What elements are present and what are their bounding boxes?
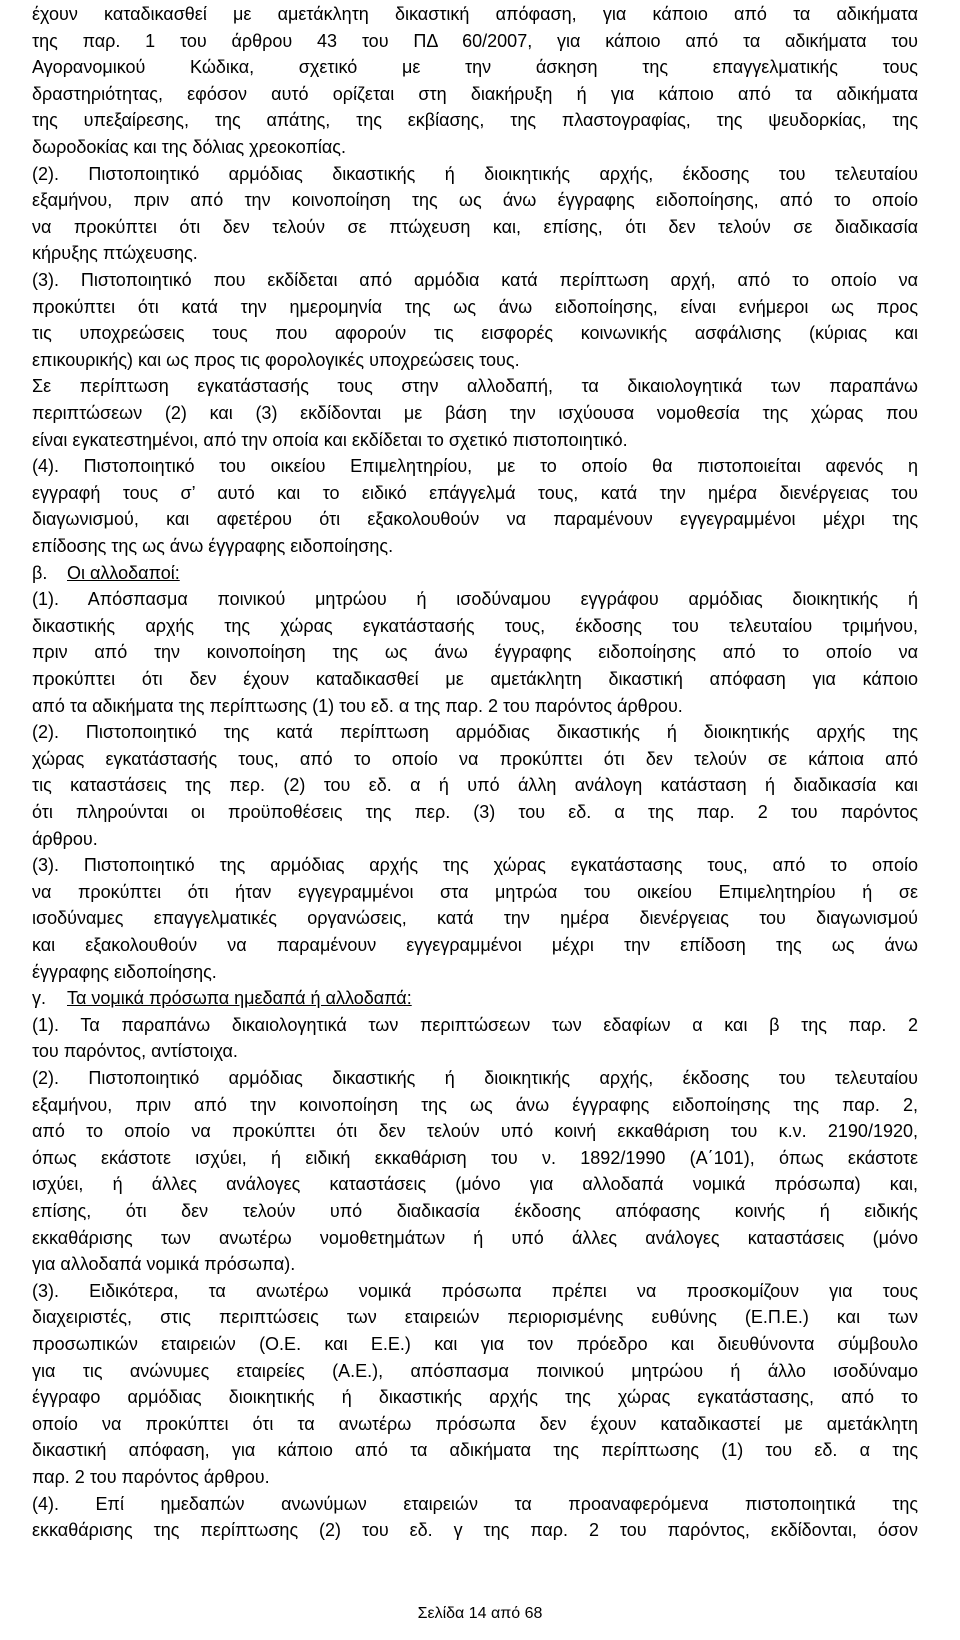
text-line: διαχειριστές, στις περιπτώσεις των εταιρειών περιορισμένης ευθύνης (Ε.Π.Ε.) και των xyxy=(32,1307,918,1328)
text-line: προκύπτει ότι δεν έχουν καταδικασθεί με αμετάκλητη δικαστική απόφαση για κάποιο xyxy=(32,669,918,689)
text-line: τις καταστάσεις της περ. (2) του εδ. α ή υπό άλλη ανάλογη κατάσταση ή διαδικασία και xyxy=(32,775,918,796)
text-line: ισοδύναμες επαγγελματικές οργανώσεις, κατά την ημέρα διενέργειας του διαγωνισμού xyxy=(32,908,918,929)
text-line: κήρυξης πτώχευσης. xyxy=(32,243,198,264)
text-line: (1). Τα παραπάνω δικαιολογητικά των περιπτώσεων των εδαφίων α και β της παρ. 2 xyxy=(32,1014,918,1035)
text-line: έγγραφης ειδοποίησης. xyxy=(32,961,217,982)
text-line: άρθρου. xyxy=(32,828,98,849)
text-line: όπως εκάστοτε ισχύει, ή ειδική εκκαθάριση του ν. 1892/1990 (Α΄101), όπως εκάστοτε xyxy=(32,1147,918,1168)
text-line: (2). Πιστοποιητικό της κατά περίπτωση αρμόδιας δικαστικής ή διοικητικής αρχής της xyxy=(32,722,918,743)
text-line: οποίο να προκύπτει ότι τα ανωτέρω πρόσωπα δεν έχουν καταδικαστεί με αμετάκλητη xyxy=(32,1413,918,1434)
text-line: δραστηριότητας, εφόσον αυτό ορίζεται στη διακήρυξη ή για κάποιο από τα αδικήματα xyxy=(32,83,918,104)
text-line: της υπεξαίρεσης, της απάτης, της εκβίασης, της πλαστογραφίας, της ψευδορκίας, της xyxy=(32,110,918,131)
text-line: (3). Πιστοποιητικό της αρμόδιας αρχής της χώρας εγκατάστασης τους, από το οποίο xyxy=(32,855,918,876)
text-line: παρ. 2 του παρόντος άρθρου. xyxy=(32,1467,270,1487)
section-title: Τα νομικά πρόσωπα ημεδαπά ή αλλοδαπά: xyxy=(67,988,412,1009)
section-marker: γ. xyxy=(32,988,47,1009)
section-heading xyxy=(32,560,918,587)
section-heading xyxy=(32,985,918,1012)
text-line: έγγραφο αρμόδιας διοικητικής ή δικαστικής αρχής της χώρας εγκατάστασης, από το xyxy=(32,1387,918,1408)
text-line: από τα αδικήματα της περίπτωσης (1) του εδ. α της παρ. 2 του παρόντος άρθρου. xyxy=(32,695,683,716)
text-line: περιπτώσεων (2) και (3) εκδίδονται με βάση την ισχύουσα νομοθεσία της χώρας που xyxy=(32,403,918,423)
text-line: πριν από την κοινοποίηση της ως άνω έγγραφης ειδοποίησης από το οποίο να xyxy=(32,642,918,663)
text-line: να προκύπτει ότι ήταν εγγεγραμμένοι στα μητρώα του οικείου Επιμελητηρίου ή σε xyxy=(32,881,918,902)
text-line: προκύπτει ότι κατά την ημερομηνία της ως άνω ειδοποίησης, είναι ενήμεροι ως προς xyxy=(32,296,918,317)
text-line: και εξακολουθούν να παραμένουν εγγεγραμμένοι μέχρι την επίδοση της ως άνω xyxy=(32,935,918,955)
text-line: εκκαθάρισης της περίπτωσης (2) του εδ. γ της παρ. 2 του παρόντος, εκδίδονται, όσον xyxy=(32,1520,918,1541)
text-line: (4). Πιστοποιητικό του οικείου Επιμελητηρίου, με το οποίο θα πιστοποιείται αφενός η xyxy=(32,456,918,477)
text-line: για αλλοδαπά νομικά πρόσωπα). xyxy=(32,1254,296,1275)
text-line: (3). Πιστοποιητικό που εκδίδεται από αρμόδια κατά περίπτωση αρχή, από το οποίο να xyxy=(32,270,918,290)
text-line: εξαμήνου, πριν από την κοινοποίηση της ως άνω έγγραφης ειδοποίησης της παρ. 2, xyxy=(32,1094,918,1115)
text-line: για τις ανώνυμες εταιρείες (Α.Ε.), απόσπασμα ποινικού μητρώου ή άλλο ισοδύναμο xyxy=(32,1360,918,1381)
text-line: ισχύει, ή άλλες ανάλογες καταστάσεις (μόνο για αλλοδαπά νομικά πρόσωπα) και, xyxy=(32,1174,918,1195)
text-line: (1). Απόσπασμα ποινικού μητρώου ή ισοδύναμου εγγράφου αρμόδιας διοικητικής ή xyxy=(32,589,918,610)
text-line: δικαστική απόφαση, για κάποιο από τα αδικήματα της περίπτωσης (1) του εδ. α της xyxy=(32,1440,918,1461)
text-line: να προκύπτει ότι δεν τελούν σε πτώχευση και, επίσης, ότι δεν τελούν σε διαδικασία xyxy=(32,216,918,237)
text-line: (2). Πιστοποιητικό αρμόδιας δικαστικής ή διοικητικής αρχής, έκδοσης του τελευταίου xyxy=(32,163,918,184)
section-title: Οι αλλοδαποί: xyxy=(67,562,180,583)
text-line: της παρ. 1 του άρθρου 43 του ΠΔ 60/2007, για κάποιο από τα αδικήματα του xyxy=(32,30,918,51)
text-line: ότι πληρούνται οι προϋποθέσεις της περ. (3) του εδ. α της παρ. 2 του παρόντος xyxy=(32,802,918,822)
text-line: προσωπικών εταιρειών (Ο.Ε. και Ε.Ε.) και για τον πρόεδρο και διευθύνοντα σύμβουλο xyxy=(32,1334,918,1354)
text-line: Σε περίπτωση εγκατάστασής τους στην αλλοδαπή, τα δικαιολογητικά των παραπάνω xyxy=(32,376,918,397)
section-marker: β. xyxy=(32,562,48,583)
text-line: από το οποίο να προκύπτει ότι δεν τελούν υπό κοινή εκκαθάριση του κ.ν. 2190/1920, xyxy=(32,1121,918,1142)
text-line: δικαστικής αρχής της χώρας εγκατάστασής τους, έκδοσης του τελευταίου τριμήνου, xyxy=(32,615,918,636)
text-line: Αγορανομικού Κώδικα, σχετικό με την άσκηση της επαγγελματικής τους xyxy=(32,57,918,78)
text-line: χώρας εγκατάστασής τους, από το οποίο να προκύπτει ότι δεν τελούν σε κάποια από xyxy=(32,748,918,769)
text-line: (2). Πιστοποιητικό αρμόδιας δικαστικής ή διοικητικής αρχής, έκδοσης του τελευταίου xyxy=(32,1068,918,1088)
text-line: δωροδοκίας και της δόλιας χρεοκοπίας. xyxy=(32,137,346,157)
page-footer: Σελίδα 14 από 68 xyxy=(417,1605,543,1622)
text-line: του παρόντος, αντίστοιχα. xyxy=(32,1041,238,1062)
text-line: (3). Ειδικότερα, τα ανωτέρω νομικά πρόσωπα πρέπει να προσκομίζουν για τους xyxy=(32,1280,918,1301)
text-line: εξαμήνου, πριν από την κοινοποίηση της ως άνω έγγραφης ειδοποίησης, από το οποίο xyxy=(32,190,918,211)
text-line: τις υποχρεώσεις τους που αφορούν τις εισφορές κοινωνικής ασφάλισης (κύριας και xyxy=(32,323,918,344)
text-line: επικουρικής) και ως προς τις φορολογικές υποχρεώσεις τους. xyxy=(32,349,520,370)
text-line: επίδοσης της ως άνω έγγραφης ειδοποίησης. xyxy=(32,536,394,556)
text-line: επίσης, ότι δεν τελούν υπό διαδικασία έκδοσης απόφασης κοινής ή ειδικής xyxy=(32,1201,918,1221)
text-line: εκκαθάρισης των ανωτέρω νομοθετημάτων ή υπό άλλες ανάλογες καταστάσεις (μόνο xyxy=(32,1227,918,1248)
text-line: είναι εγκατεστημένοι, από την οποία και εκδίδεται το σχετικό πιστοποιητικό. xyxy=(32,429,628,450)
text-line: (4). Επί ημεδαπών ανωνύμων εταιρειών τα προαναφερόμενα πιστοποιητικά της xyxy=(32,1493,918,1514)
text-line: διαγωνισμού, και αφετέρου ότι εξακολουθούν να παραμένουν εγγεγραμμένοι μέχρι της xyxy=(32,509,918,530)
text-line: εγγραφή τους σ’ αυτό και το ειδικό επάγγελμά τους, κατά την ημέρα διενέργειας του xyxy=(32,482,918,503)
text-line: έχουν καταδικασθεί με αμετάκλητη δικαστική απόφαση, για κάποιο από τα αδικήματα xyxy=(32,4,918,24)
